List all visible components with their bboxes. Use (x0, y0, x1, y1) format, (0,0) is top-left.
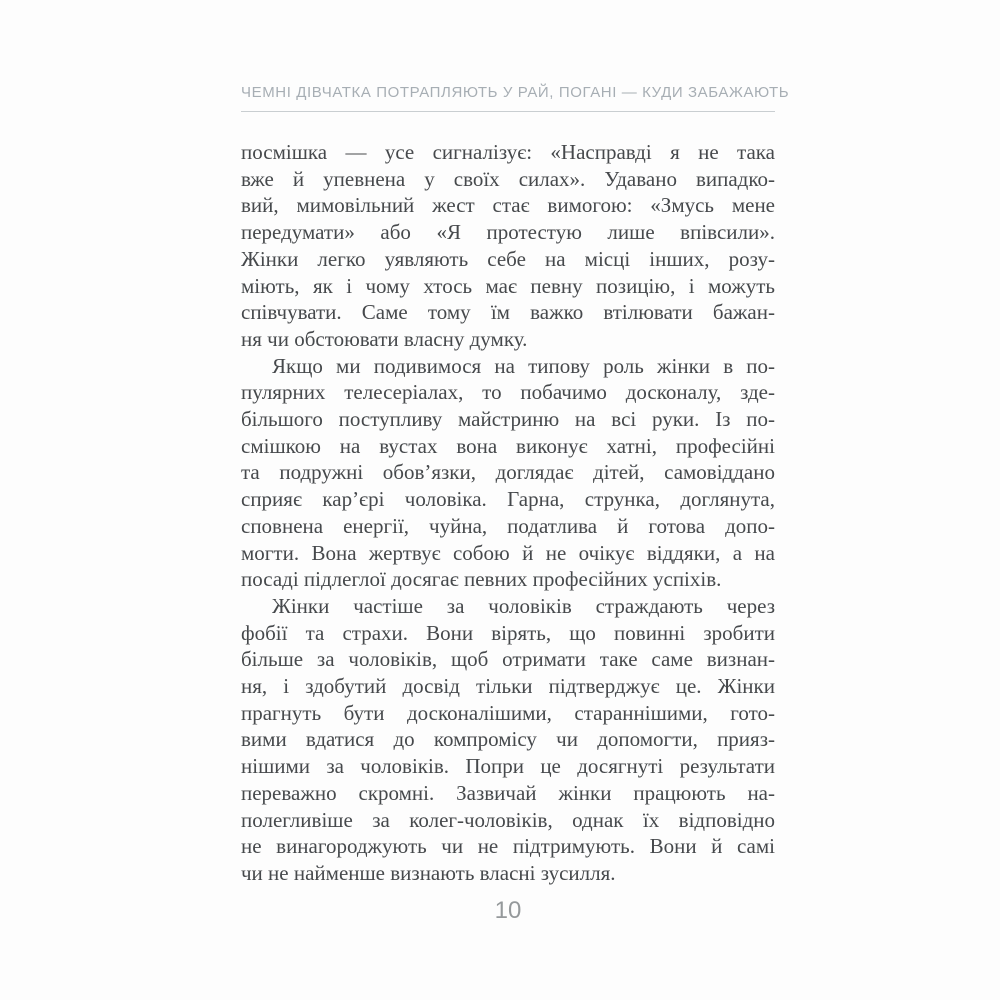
text-line: вими вдатися до компромісу чи допомогти, прияз- (241, 727, 775, 752)
text-line: передумати» або «Я протестую лише впівсили». (241, 220, 775, 245)
text-line: смішкою на вустах вона виконує хатні, професійні (241, 433, 775, 458)
text-line: ня, і здобутий досвід тільки підтверджує це. Жінки (241, 674, 775, 699)
text-line: сповнена енергії, чуйна, податлива й готова допо- (241, 513, 775, 538)
text-line: більше за чоловіків, щоб отримати таке саме визнан- (241, 647, 775, 672)
text-line: не винагороджують чи не підтримують. Вони й самі (241, 834, 775, 859)
text-line: Якщо ми подивимося на типову роль жінки в по- (272, 353, 775, 378)
text-line: переважно скромні. Зазвичай жінки працюють на- (241, 780, 775, 805)
text-line: Жінки легко уявляють себе на місці інших, розу- (241, 246, 775, 271)
paragraph-1 (241, 139, 775, 353)
text-line: фобії та страхи. Вони вірять, що повинні зробити (241, 620, 775, 645)
text-line: ня чи обстоювати власну думку. (241, 326, 528, 351)
text-line: пулярних телесеріалах, то побачимо досконалу, зде- (241, 380, 775, 405)
text-line: посаді підлеглої досягає певних професійних успіхів. (241, 567, 722, 592)
text-line: нішими за чоловіків. Попри це досягнуті результати (241, 754, 775, 779)
text-line: вий, мимовільний жест стає вимогою: «Змусь мене (241, 193, 775, 218)
text-line: чи не найменше визнають власні зусилля. (241, 860, 616, 885)
text-line: та подружні обов’язки, доглядає дітей, самовіддано (241, 460, 775, 485)
text-line: посмішка — усе сигналізує: «Насправді я не така (241, 140, 775, 164)
text-line: вже й упевнена у своїх силах». Удавано випадко- (241, 166, 775, 191)
text-line: могти. Вона жертвує собою й не очікує віддяки, а на (241, 540, 775, 565)
text-line: більшого поступливу майстриню на всі руки. Із по- (241, 407, 775, 432)
body-text (241, 139, 775, 887)
text-line: співчувати. Саме тому їм важко втілювати бажан- (241, 300, 775, 325)
paragraph-2 (241, 353, 775, 593)
text-line: прагнуть бути досконалішими, стараннішими, гото- (241, 700, 775, 725)
paragraph-3 (241, 593, 775, 887)
running-head-title: ЧЕМНІ ДІВЧАТКА ПОТРАПЛЯЮТЬ У РАЙ, ПОГАНІ — КУДИ ЗАБАЖАЮТЬ (241, 84, 790, 101)
page-number: 10 (494, 897, 522, 924)
text-line: полегливіше за колег-чоловіків, однак їх відповідно (241, 807, 775, 832)
text-line: сприяє кар’єрі чоловіка. Гарна, струнка, доглянута, (241, 487, 775, 512)
text-line: Жінки частіше за чоловіків страждають через (272, 593, 775, 618)
text-line: міють, як і чому хтось має певну позицію, і можуть (241, 273, 775, 298)
page-header (241, 84, 790, 112)
